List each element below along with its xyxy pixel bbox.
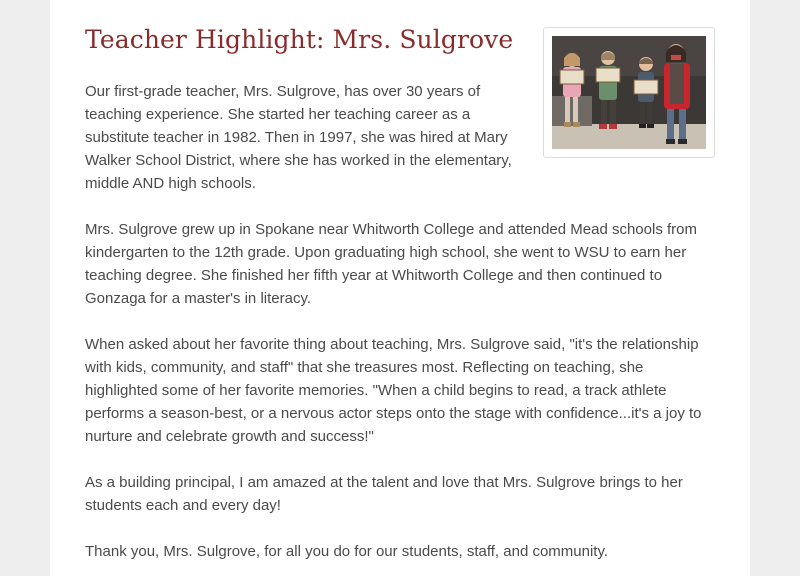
teacher-students-photo bbox=[552, 36, 706, 149]
article-card bbox=[50, 0, 750, 576]
article-title: Teacher Highlight: Mrs. Sulgrove bbox=[85, 25, 514, 54]
article-paragraph: Mrs. Sulgrove grew up in Spokane near Whitworth College and attended Mead schools from kindergarten to the 12th grade. Upon graduating high school, she went to WSU to earn her teaching degree. She finished her fifth year at Whitworth College and then continued to Gonzaga for a master's in literacy. bbox=[85, 221, 697, 307]
article-paragraph: As a building principal, I am amazed at the talent and love that Mrs. Sulgrove brings to her students each and every day! bbox=[85, 474, 683, 514]
article-photo-frame bbox=[543, 27, 715, 158]
article-paragraph: When asked about her favorite thing about teaching, Mrs. Sulgrove said, "it's the relationship with kids, community, and staff" that she treasures most. Reflecting on teaching, she highlighted some of her favorite memories. "When a child begins to read, a track athlete performs a season-best, or a nervous actor steps onto the stage with confidence...it's a joy to nurture and celebrate growth and success!" bbox=[85, 336, 702, 445]
article-paragraph: Thank you, Mrs. Sulgrove, for all you do for our students, staff, and community. bbox=[85, 543, 609, 560]
article-paragraph: Our first-grade teacher, Mrs. Sulgrove, has over 30 years of teaching experience. She started her teaching career as a substitute teacher in 1982. Then in 1997, she was hired at Mary Walker School District, where she has worked in the elementary, middle AND high schools. bbox=[85, 83, 512, 192]
